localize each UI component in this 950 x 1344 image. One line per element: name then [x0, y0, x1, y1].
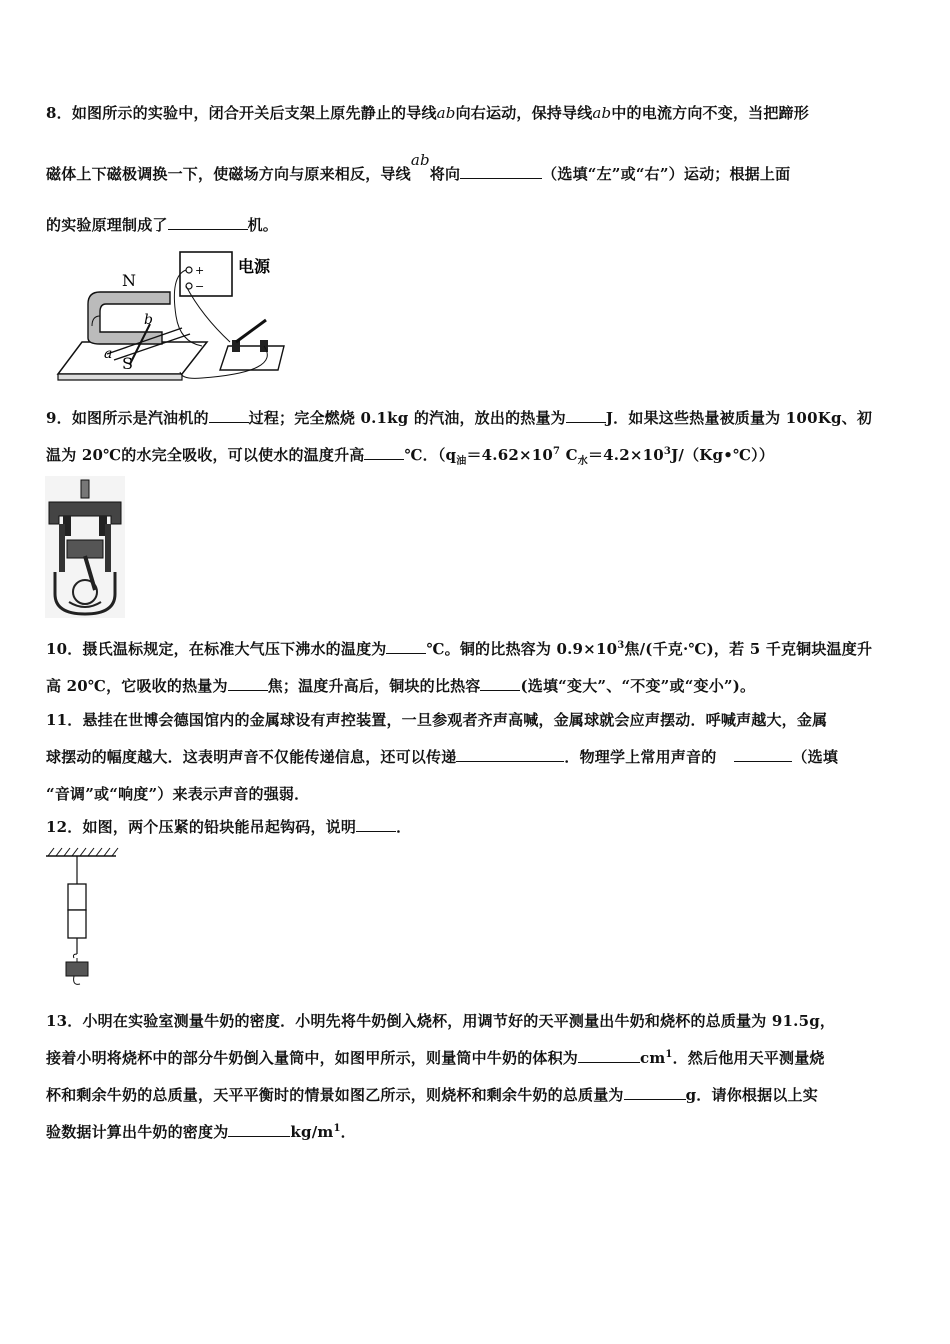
point-a-label: a	[104, 346, 113, 362]
q8-line-1: 8．如图所示的实验中，闭合开关后支架上原先静止的导线ab向右运动，保持导线ab中的电流方向不变，当把蹄形	[46, 104, 809, 122]
q13-blank-volume[interactable]	[578, 1048, 640, 1063]
q13-blank-density[interactable]	[228, 1122, 290, 1137]
q10-line-1: 10．摄氏温标规定，在标准大气压下沸水的温度为 ℃。铜的比热容为 $0.9\times 10^3$焦/(千克·℃)，若 5 千克铜块温度升	[46, 640, 873, 658]
pole-s-label: S	[122, 354, 133, 373]
q9-line-1: 9．如图所示是汽油机的 过程；完全燃烧 0.1kg 的汽油，放出的热量为 J．如果这些热量被质量为 100Kg、初	[46, 409, 873, 427]
q9-engine-figure	[45, 476, 125, 618]
q8-motor-figure	[52, 246, 292, 382]
q8-line-2: 磁体上下磁极调换一下，使磁场方向与原来相反，导线ab将向 （选填“左”或“右”）运动；根据上面	[46, 151, 791, 183]
q9-blank-stroke[interactable]	[209, 408, 249, 423]
q8-blank-machine[interactable]	[168, 215, 248, 230]
q8-line-3: 的实验原理制成了 机。	[46, 216, 279, 234]
q12-lead-blocks-figure	[44, 846, 120, 988]
q11-blank-energy[interactable]	[456, 747, 564, 762]
power-label: 电源	[238, 257, 271, 276]
plus-label: +	[195, 264, 205, 277]
q13-line-1: 13．小明在实验室测量牛奶的密度．小明先将牛奶倒入烧杯，用调节好的天平测量出牛奶和烧杯的总质量为 91.5g，	[46, 1012, 836, 1030]
q13-blank-mass[interactable]	[624, 1085, 686, 1100]
q10-line-2: 高 20℃，它吸收的热量为 焦；温度升高后，铜块的比热容 (选填“变大”、“不变”或“变小”)。	[46, 677, 756, 695]
q9-blank-temp[interactable]	[364, 445, 404, 460]
minus-label: −	[195, 280, 205, 293]
point-b-label: b	[144, 312, 153, 328]
q8-blank-direction[interactable]	[460, 164, 542, 179]
q12-blank-reason[interactable]	[356, 817, 396, 832]
q11-line-3: “音调”或“响度”）来表示声音的强弱．	[46, 785, 310, 803]
q13-line-3: 杯和剩余牛奶的总质量，天平平衡时的情景如图乙所示，则烧杯和剩余牛奶的总质量为 g．请你根据以上实	[46, 1086, 818, 1104]
q11-line-1: 11．悬挂在世博会德国馆内的金属球设有声控装置，一旦参观者齐声高喊，金属球就会应声摆动．呼喊声越大，金属	[46, 711, 828, 729]
q10-blank-capacity[interactable]	[480, 676, 520, 691]
q11-line-2: 球摆动的幅度越大．这表明声音不仅能传递信息，还可以传递 ．物理学上常用声音的 （选填	[46, 748, 839, 766]
q10-blank-heat[interactable]	[228, 676, 268, 691]
pole-n-label: N	[122, 271, 136, 290]
q9-blank-heat[interactable]	[566, 408, 606, 423]
q10-blank-boil[interactable]	[386, 639, 426, 654]
q13-line-4: 验数据计算出牛奶的密度为 $kg/m^1$．	[46, 1123, 356, 1141]
q13-line-2: 接着小明将烧杯中的部分牛奶倒入量筒中，如图甲所示，则量筒中牛奶的体积为 $cm^1$．然后他用天平测量烧	[46, 1049, 825, 1067]
q11-blank-property[interactable]	[734, 747, 792, 762]
q9-line-2: 温为 20℃的水完全吸收，可以使水的温度升高 ℃．（$q_油=4.62\times 10^7$ $C_水=4.2\times 10^3J/(Kg•℃)$）	[46, 446, 775, 467]
q12-line-1: 12．如图，两个压紧的铅块能吊起钩码，说明 ．	[46, 818, 412, 836]
